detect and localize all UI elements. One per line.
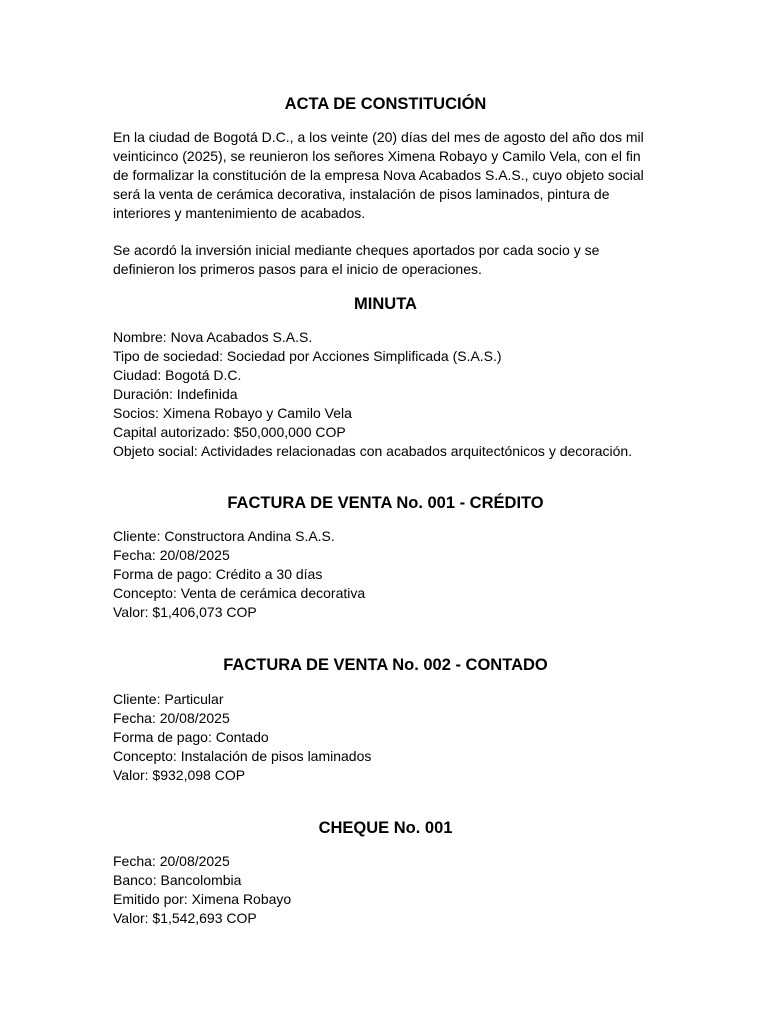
cheque-fecha: Fecha: 20/08/2025 [113, 853, 230, 869]
minuta-ciudad: Ciudad: Bogotá D.C. [113, 367, 242, 383]
minuta-details [113, 328, 658, 461]
acta-paragraph-2: Se acordó la inversión inicial mediante cheques aportados por cada socio y se definieron los primeros pasos para el inicio de operaciones. [113, 242, 600, 277]
minuta-tipo-sociedad: Tipo de sociedad: Sociedad por Acciones Simplificada (S.A.S.) [113, 348, 502, 364]
factura-1-details [113, 527, 658, 622]
factura-1-concepto: Concepto: Venta de cerámica decorativa [113, 585, 366, 601]
cheque-valor: Valor: $1,542,693 COP [113, 910, 257, 926]
cheque-banco: Banco: Bancolombia [113, 872, 242, 888]
factura-2-forma-pago: Forma de pago: Contado [113, 729, 269, 745]
factura-1-forma-pago: Forma de pago: Crédito a 30 días [113, 566, 323, 582]
cheque-details [113, 852, 658, 928]
factura-1-fecha: Fecha: 20/08/2025 [113, 547, 230, 563]
cheque-title: CHEQUE No. 001 [318, 819, 453, 837]
factura-2-valor: Valor: $932,098 COP [113, 767, 246, 783]
minuta-capital: Capital autorizado: $50,000,000 COP [113, 424, 346, 440]
factura-1-valor: Valor: $1,406,073 COP [113, 604, 257, 620]
minuta-nombre: Nombre: Nova Acabados S.A.S. [113, 329, 313, 345]
factura-2-title: FACTURA DE VENTA No. 002 - CONTADO [223, 656, 548, 674]
minuta-duracion: Duración: Indefinida [113, 386, 238, 402]
factura-1-cliente: Cliente: Constructora Andina S.A.S. [113, 528, 335, 544]
factura-2-details [113, 690, 658, 785]
factura-2-fecha: Fecha: 20/08/2025 [113, 710, 230, 726]
factura-1-title: FACTURA DE VENTA No. 001 - CRÉDITO [227, 494, 544, 512]
minuta-title: MINUTA [354, 295, 417, 313]
cheque-emitido-por: Emitido por: Ximena Robayo [113, 891, 292, 907]
minuta-objeto-social: Objeto social: Actividades relacionadas con acabados arquitectónicos y decoración. [113, 443, 633, 459]
acta-paragraph-1: En la ciudad de Bogotá D.C., a los veinte (20) días del mes de agosto del año dos mil veinticinco (2025), se reunieron los señores Ximena Robayo y Camilo Vela, con el fin de formalizar la constitución de la empresa Nova Acabados S.A.S., cuyo objeto social será la venta de cerámica decorativa, instalación de pisos laminados, pintura de interiores y mantenimiento de acabados. [113, 129, 644, 221]
acta-title: ACTA DE CONSTITUCIÓN [284, 95, 487, 113]
factura-2-concepto: Concepto: Instalación de pisos laminados [113, 748, 372, 764]
minuta-socios: Socios: Ximena Robayo y Camilo Vela [113, 405, 352, 421]
factura-2-cliente: Cliente: Particular [113, 691, 224, 707]
